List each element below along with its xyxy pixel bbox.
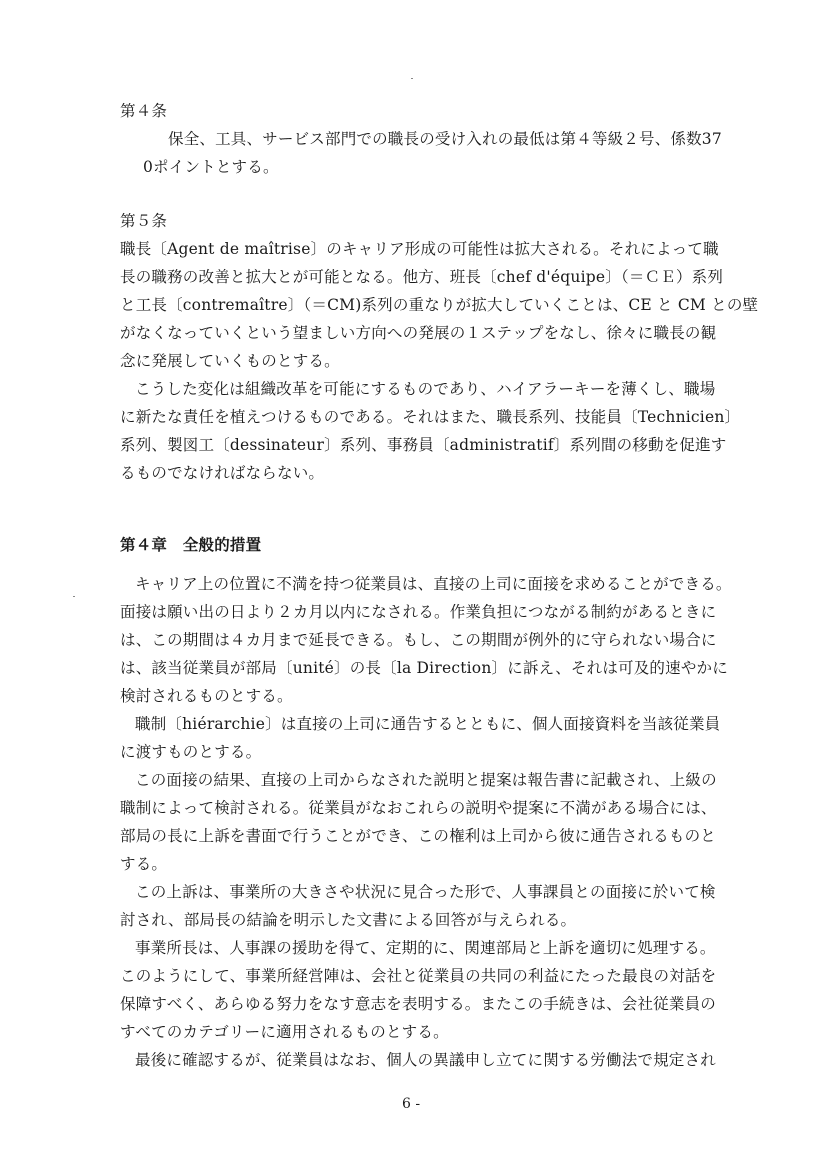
chapter-4-line-17: すべてのカテゴリーに適用されるものとする。 (120, 1023, 449, 1041)
chapter-4-line-5: 検討されるものとする。 (120, 687, 293, 705)
article-5-line-1: 職長〔Agent de maîtrise〕のキャリア形成の可能性は拡大される。それによって職 (120, 240, 719, 258)
article-5-line-6: こうした変化は組織改革を可能にするものであり、ハイアラーキーを薄くし、職場 (135, 380, 716, 398)
article-4-line-1: 保全、工具、サービス部門での職長の受け入れの最低は第４等級２号、係数37 (168, 130, 722, 148)
article-5-line-7: に新たな責任を植えつけるものである。それはまた、職長系列、技能員〔Technicien〕 (120, 408, 741, 426)
article-5-line-5: 念に発展していくものとする。 (120, 352, 340, 370)
chapter-4-heading: 第４章 全般的措置 (120, 536, 262, 554)
article-5-line-9: るものでなければならない。 (120, 464, 325, 482)
chapter-4-line-16: 保障すべく、あらゆる努力をなす意志を表明する。またこの手続きは、会社従業員の (120, 995, 716, 1013)
article-5-line-4: がなくなっていくという望ましい方向への発展の１ステップをなし、徐々に職長の観 (120, 324, 717, 342)
chapter-4-line-18: 最後に確認するが、従業員はなお、個人の異議申し立てに関する労働法で規定され (135, 1051, 716, 1069)
scan-speck (73, 596, 75, 597)
chapter-4-line-15: このようにして、事業所経営陣は、会社と従業員の共同の利益にたった最良の対話を (120, 967, 717, 985)
chapter-4-line-4: は、該当従業員が部局〔unité〕の長〔la Direction〕に訴え、それは可及的速やかに (120, 659, 728, 677)
chapter-4-line-10: 部局の長に上訴を書面で行うことができ、この権利は上司から彼に通告されるものと (120, 827, 716, 845)
article-5-line-8: 系列、製図工〔dessinateur〕系列、事務員〔administratif〕系列間の移動を促進す (120, 436, 727, 454)
chapter-4-line-1: キャリア上の位置に不満を持つ従業員は、直接の上司に面接を求めることができる。 (135, 575, 732, 593)
chapter-4-line-7: に渡すものとする。 (120, 743, 262, 761)
chapter-4-line-3: は、この期間は４カ月まで延長できる。もし、この期間が例外的に守られない場合に (120, 631, 717, 649)
chapter-4-line-11: する。 (120, 855, 168, 873)
article-5-line-3: と工長〔contremaître〕（＝CM)系列の重なりが拡大していくことは、CE と CM との壁 (120, 296, 759, 314)
scan-speck (411, 78, 413, 79)
article-4-line-2: 0ポイントとする。 (143, 158, 279, 176)
chapter-4-line-2: 面接は願い出の日より２カ月以内になされる。作業負担につながる制約があるときに (120, 603, 717, 621)
chapter-4-line-13: 討され、部局長の結論を明示した文書による回答が与えられる。 (120, 911, 577, 929)
chapter-4-line-6: 職制〔hiérarchie〕は直接の上司に通告するとともに、個人面接資料を当該従業員 (135, 715, 721, 733)
page-number: 6 - (402, 1096, 421, 1112)
chapter-4-line-8: この面接の結果、直接の上司からなされた説明と提案は報告書に記載され、上級の (135, 771, 717, 789)
chapter-4-line-14: 事業所長は、人事課の援助を得て、定期的に、関連部局と上訴を適切に処理する。 (135, 939, 716, 957)
chapter-4-line-12: この上訴は、事業所の大きさや状況に見合った形で、人事課員との面接に於いて検 (135, 883, 716, 901)
chapter-4-line-9: 職制によって検討される。従業員がなおこれらの説明や提案に不満がある場合には、 (120, 799, 717, 817)
article-4-heading: 第４条 (120, 102, 168, 120)
article-5-line-2: 長の職務の改善と拡大とが可能となる。他方、班長〔chef d'équipe〕（＝ＣＥ）系列 (120, 268, 724, 286)
article-5-heading: 第５条 (120, 212, 168, 230)
